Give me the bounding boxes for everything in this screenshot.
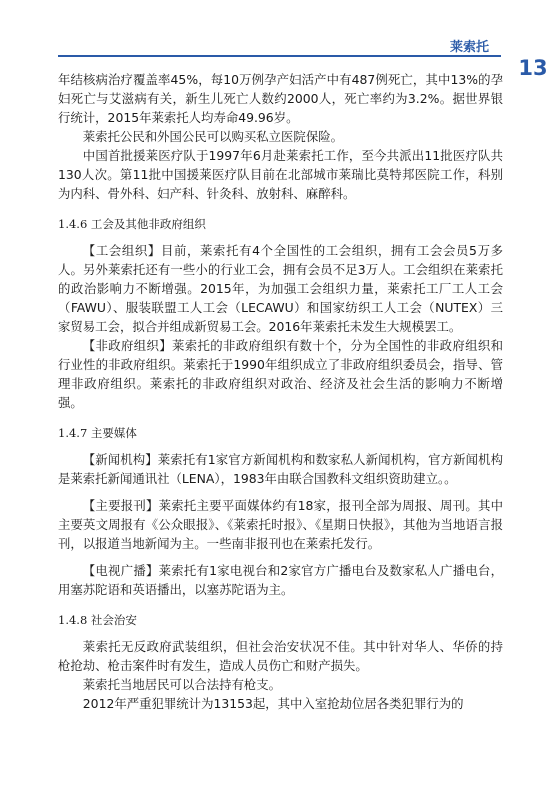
paragraph: 2012年严重犯罪统计为13153起，其中入室抢劫位居各类犯罪行为的 <box>82 696 464 711</box>
paragraph: 【非政府组织】莱索托的非政府组织有数十个，分为全国性的非政府组织和行业性的非政府组织。莱索托于1990年组织成立了非政府组织委员会，指导、管理非政府组织。莱索托的非政府组织对政治、经济及社会生活的影响力不断增强。 <box>58 338 503 410</box>
paragraph: 莱索托当地居民可以合法持有枪支。 <box>82 677 282 692</box>
paragraph: 【电视广播】莱索托有1家电视台和2家官方广播电台及数家私人广播电台，用塞苏陀语和英语播出，以塞苏陀语为主。 <box>58 563 503 597</box>
section-heading-1-4-7: 1.4.7 主要媒体 <box>58 426 137 440</box>
section-heading-1-4-8: 1.4.8 社会治安 <box>58 613 137 627</box>
paragraph: 【新闻机构】莱索托有1家官方新闻机构和数家私人新闻机构，官方新闻机构是莱索托新闻通讯社（LENA），1983年由联合国教科文组织资助建立。。 <box>58 452 503 486</box>
paragraph: 【工会组织】目前，莱索托有4个全国性的工会组织，拥有工会会员5万多人。另外莱索托还有一些小的行业工会，拥有会员不足3万人。工会组织在莱索托的政治影响力不断增强。2015年，为加强工会组织力量，莱索托工厂工人工会（FAWU）、服装联盟工人工会（LECAWU）和国家纺织工人工会（NUTEX）三家贸易工会，拟合并组成新贸易工会。2016年莱索托未发生大规模罢工。 <box>58 243 503 334</box>
paragraph: 中国首批援莱医疗队于1997年6月赴莱索托工作，至今共派出11批医疗队共130人次。第11批中国援莱医疗队目前在北部城市莱瑞比莫特邦医院工作，科别为内科、骨外科、妇产科、针灸科、放射科、麻醉科。 <box>58 148 503 201</box>
header-title: 莱索托 <box>450 40 490 55</box>
page-body <box>58 70 503 713</box>
paragraph: 莱索托公民和外国公民可以购买私立医院保险。 <box>82 129 343 144</box>
paragraph: 莱索托无反政府武装组织，但社会治安状况不佳。其中针对华人、华侨的持枪抢劫、枪击案件时有发生，造成人员伤亡和财产损失。 <box>58 639 503 673</box>
paragraph: 【主要报刊】莱索托主要平面媒体约有18家，报刊全部为周报、周刊。其中主要英文周报有《公众眼报》、《莱索托时报》、《星期日快报》，其他为当地语言报刊，以报道当地新闻为主。一些南非报刊也在莱索托发行。 <box>58 498 503 551</box>
page-number: 13 <box>518 56 548 80</box>
section-heading-1-4-6: 1.4.6 工会及其他非政府组织 <box>58 217 206 231</box>
header-rule <box>58 55 501 57</box>
paragraph: 年结核病治疗覆盖率45%，每10万例孕产妇活产中有487例死亡，其中13%的孕妇死亡与艾滋病有关，新生儿死亡人数约2000人，死亡率约为3.2%。据世界银行统计，2015年莱索托人均寿命49.96岁。 <box>58 72 503 125</box>
